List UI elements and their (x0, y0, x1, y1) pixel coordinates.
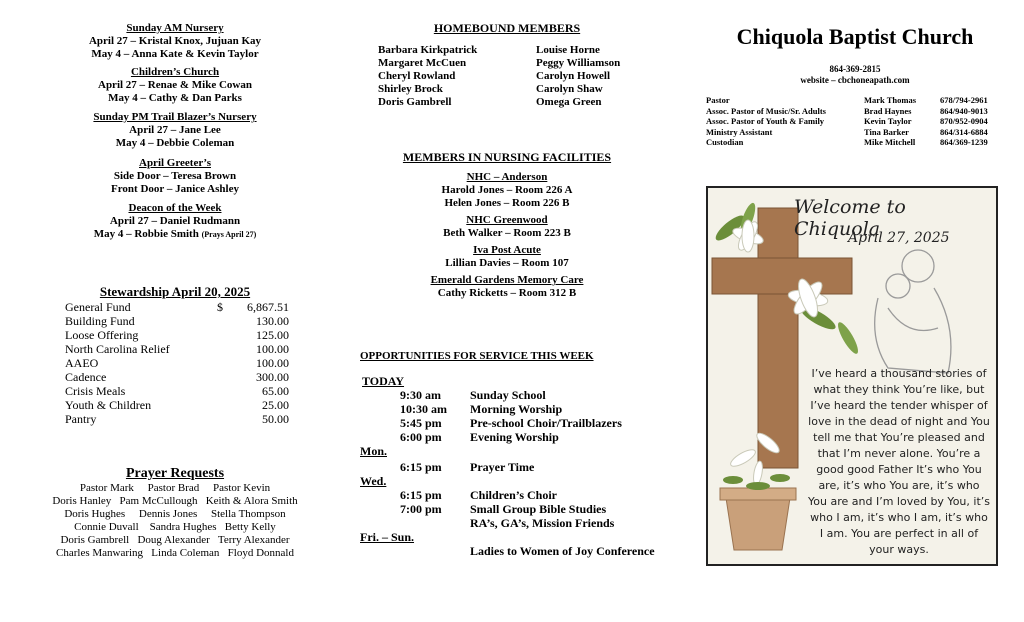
schedule-row (360, 416, 680, 430)
stewardship-row (65, 356, 330, 370)
currency-symbol (217, 412, 231, 426)
staff-row (706, 127, 1010, 138)
member-name: Cheryl Rowland (378, 70, 456, 82)
event-name: RA’s, GA’s, Mission Friends (470, 516, 615, 530)
member-name: Margaret McCuen (378, 57, 467, 69)
section-line: May 4 – Debbie Coleman (115, 137, 235, 149)
church-contact (700, 64, 1010, 86)
facility-name: Iva Post Acute (473, 244, 541, 256)
section-heading: Sunday PM Trail Blazer’s Nursery (93, 111, 257, 123)
stewardship-row (65, 328, 330, 342)
event-name: Sunday School (470, 388, 546, 402)
section-line: Side Door – Teresa Brown (113, 170, 237, 182)
fund-label: Pantry (65, 412, 97, 426)
welcome-heading: Welcome to Chiquola (794, 196, 906, 240)
flower-pot (726, 498, 790, 550)
resident: Beth Walker – Room 223 B (443, 227, 571, 239)
homebound-title: HOMEBOUND MEMBERS (433, 21, 581, 35)
staff-directory (706, 95, 1010, 148)
section-line (20, 228, 330, 241)
fund-label: AAEO (65, 356, 99, 370)
fund-amount: 300.00 (256, 370, 289, 384)
event-name: Children’s Choir (470, 488, 558, 502)
fund-amount: 130.00 (256, 314, 289, 328)
currency-symbol (217, 314, 231, 328)
embrace-sketch (875, 250, 951, 373)
currency-symbol (217, 384, 231, 398)
facility (342, 214, 672, 240)
fund-amount: 100.00 (256, 342, 289, 356)
event-time: 6:00 pm (400, 430, 442, 444)
fund-label: Youth & Children (65, 398, 152, 412)
facility (342, 274, 672, 300)
staff-row (706, 106, 1010, 117)
member-name: Louise Horne (536, 44, 600, 56)
stewardship-row (65, 398, 330, 412)
fund-amount: 65.00 (262, 384, 289, 398)
event-name: Pre-school Choir/Trailblazers (470, 416, 622, 430)
stewardship-row (65, 384, 330, 398)
event-name: Prayer Time (470, 460, 535, 474)
right-column (700, 0, 1010, 148)
nursing-facilities (352, 150, 672, 300)
fund-label: General Fund (65, 300, 131, 314)
church-website: website – cbchoneapath.com (800, 75, 910, 85)
staff-name: Tina Barker (864, 126, 909, 137)
staff-phone: 870/952-0904 (940, 116, 988, 126)
prayer-row: Doris Hanley Pam McCullough Keith & Alora Smith (52, 495, 298, 507)
schedule-row (360, 430, 680, 444)
schedule-row (360, 402, 680, 416)
section-nursery (20, 22, 330, 61)
member-name: Peggy Williamson (536, 57, 621, 69)
section-line: April 27 – Daniel Rudmann (109, 215, 241, 227)
middle-column (352, 0, 672, 558)
stewardship-row (65, 300, 330, 314)
prayer-row: Doris Gambrell Doug Alexander Terry Alexander (60, 534, 290, 546)
staff-row (706, 95, 1010, 106)
fund-label: Crisis Meals (65, 384, 126, 398)
event-time: 6:15 pm (400, 488, 442, 502)
prayer-title: Prayer Requests (125, 466, 225, 481)
member-name: Doris Gambrell (378, 96, 452, 108)
deacon-note: (Prays April 27) (201, 230, 257, 239)
schedule-row (360, 516, 680, 530)
prayer-row: Connie Duvall Sandra Hughes Betty Kelly (74, 521, 276, 533)
opportunities-title: OPPORTUNITIES FOR SERVICE THIS WEEK (360, 350, 594, 362)
day-heading: Fri. – Sun. (360, 530, 415, 544)
prayer-row: Charles Manwaring Linda Coleman Floyd Donnald (56, 547, 294, 559)
resident: Lillian Davies – Room 107 (445, 257, 569, 269)
fund-label: Loose Offering (65, 328, 139, 342)
staff-role: Pastor (706, 95, 730, 105)
prayer-row: Pastor Mark Pastor Brad Pastor Kevin (79, 482, 271, 494)
welcome-date: April 27, 2025 (848, 230, 950, 246)
fund-label: Building Fund (65, 314, 135, 328)
stewardship-row (65, 412, 330, 426)
welcome-artwork (706, 186, 998, 566)
day-heading: TODAY (362, 374, 405, 388)
stewardship-row (65, 342, 330, 356)
event-name: Evening Worship (470, 430, 559, 444)
stewardship-row (65, 314, 330, 328)
prayer-row: Doris Hughes Dennis Jones Stella Thompson (64, 508, 286, 520)
stewardship-table (65, 300, 330, 426)
member-name: Shirley Brock (378, 83, 443, 95)
event-time: 6:15 pm (400, 460, 442, 474)
stewardship (20, 284, 330, 426)
event-name: Morning Worship (470, 402, 563, 416)
resident: Helen Jones – Room 226 B (444, 197, 570, 209)
fund-amount: 6,867.51 (247, 300, 289, 314)
fund-amount: 100.00 (256, 356, 289, 370)
event-time: 10:30 am (400, 402, 447, 416)
currency-symbol (217, 356, 231, 370)
section-heading: April Greeter’s (139, 157, 211, 169)
facility-name: NHC Greenwood (466, 214, 548, 226)
currency-symbol (217, 342, 231, 356)
section-trail-blazer-nursery (20, 111, 330, 150)
facility (342, 171, 672, 210)
event-time (360, 516, 470, 530)
event-time (360, 544, 470, 558)
cross-vertical (758, 208, 798, 468)
fund-amount: 50.00 (262, 412, 289, 426)
staff-role: Custodian (706, 137, 744, 147)
facility (342, 244, 672, 270)
event-name: Small Group Bible Studies (470, 502, 607, 516)
day-heading: Wed. (360, 474, 387, 488)
schedule-sections (20, 22, 330, 241)
left-column (20, 0, 330, 559)
resident: Harold Jones – Room 226 A (441, 184, 573, 196)
event-time: 5:45 pm (400, 416, 442, 430)
staff-name: Mark Thomas (864, 95, 917, 105)
prayer-requests (20, 466, 330, 560)
currency-symbol (217, 328, 231, 342)
schedule-row (360, 388, 680, 402)
staff-role: Assoc. Pastor of Youth & Family (706, 116, 825, 126)
schedule-row (360, 544, 680, 558)
member-name: Carolyn Howell (536, 70, 611, 82)
currency-symbol (217, 370, 231, 384)
schedule (360, 374, 680, 558)
fund-amount: 125.00 (256, 328, 289, 342)
event-time: 7:00 pm (400, 502, 442, 516)
currency-symbol: $ (217, 300, 223, 314)
staff-phone: 864/314-6884 (940, 126, 988, 137)
member-name: Carolyn Shaw (536, 83, 603, 95)
staff-name: Kevin Taylor (864, 116, 912, 126)
section-heading: Children’s Church (130, 66, 220, 78)
church-name: Chiquola Baptist Church (736, 24, 974, 49)
resident: Cathy Ricketts – Room 312 B (437, 287, 577, 299)
staff-name: Brad Haynes (864, 105, 912, 116)
nursing-title: MEMBERS IN NURSING FACILITIES (402, 150, 612, 164)
lyric-text: I’ve heard a thousand stories of what they think You’re like, but I’ve heard the tender whisper of love in the dead of night and You tell me that You’re pleased and that I’m never alone. You’re a good good Father It’s who You are, it’s who You are, it’s who You are and I’m loved by You, it’s who I am, it’s who I am, it’s who I am. You are perfect in all of your ways. (808, 367, 990, 556)
fund-amount: 25.00 (262, 398, 289, 412)
section-line: May 4 – Anna Kate & Kevin Taylor (91, 48, 259, 60)
fund-label: North Carolina Relief (65, 342, 170, 356)
homebound-list (378, 44, 672, 109)
event-name: Ladies to Women of Joy Conference (470, 544, 655, 558)
opportunities (360, 350, 680, 558)
staff-row (706, 137, 1010, 148)
schedule-row (360, 502, 680, 516)
day-heading: Mon. (360, 444, 387, 458)
stewardship-row (65, 370, 330, 384)
schedule-row (360, 460, 680, 474)
stewardship-title: Stewardship April 20, 2025 (99, 284, 251, 299)
fund-label: Cadence (65, 370, 107, 384)
section-heading: Deacon of the Week (128, 202, 222, 214)
event-time: 9:30 am (400, 388, 441, 402)
section-line: April 27 – Kristal Knox, Jujuan Kay (88, 35, 262, 47)
member-name: Barbara Kirkpatrick (378, 44, 478, 56)
church-phone: 864-369-2815 (829, 64, 881, 74)
currency-symbol (217, 398, 231, 412)
homebound-members (352, 21, 672, 109)
deacon-line: May 4 – Robbie Smith (93, 228, 199, 240)
staff-phone: 864/940-9013 (940, 105, 988, 116)
section-line: April 27 – Jane Lee (129, 124, 221, 136)
schedule-row (360, 488, 680, 502)
section-deacon (20, 202, 330, 241)
section-line: Front Door – Janice Ashley (111, 183, 239, 195)
staff-name: Mike Mitchell (864, 137, 916, 147)
facility-name: Emerald Gardens Memory Care (430, 274, 584, 286)
member-name: Omega Green (536, 96, 602, 108)
staff-row (706, 116, 1010, 127)
staff-role: Assoc. Pastor of Music/Sr. Adults (706, 105, 826, 116)
section-line: May 4 – Cathy & Dan Parks (108, 92, 242, 104)
staff-phone: 678/794-2961 (940, 95, 988, 105)
section-greeters (20, 157, 330, 196)
staff-phone: 864/369-1239 (940, 137, 988, 147)
section-heading: Sunday AM Nursery (126, 22, 224, 34)
facility-name: NHC – Anderson (466, 171, 548, 183)
section-childrens-church (20, 66, 330, 105)
cross-horizontal (712, 258, 852, 294)
staff-role: Ministry Assistant (706, 126, 773, 137)
section-line: April 27 – Renae & Mike Cowan (98, 79, 252, 91)
leaf (835, 320, 862, 356)
